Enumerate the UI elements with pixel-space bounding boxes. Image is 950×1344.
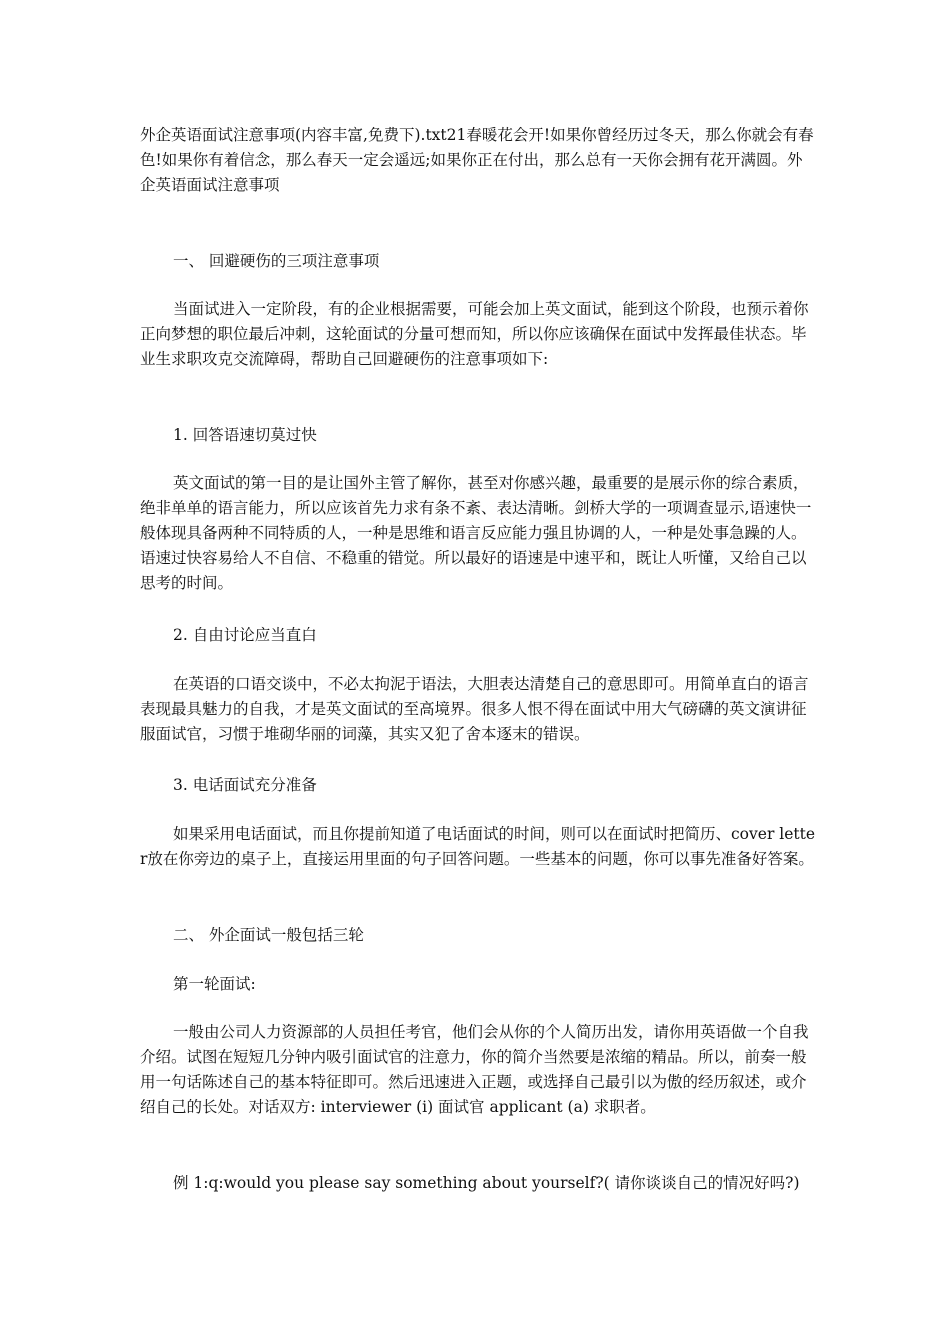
- item-2-paragraph: 在英语的口语交谈中，不必太拘泥于语法，大胆表达清楚自己的意思即可。用简单直白的语言表现最具魅力的自我，才是英文面试的至高境界。很多人恨不得在面试中用大气磅礴的英文演讲征服面试官，习惯于堆砌华丽的词藻，其实又犯了舍本逐末的错误。: [140, 675, 809, 743]
- item-heading-2: 2. 自由讨论应当直白: [173, 626, 317, 644]
- item-1-paragraph: 英文面试的第一目的是让国外主管了解你，甚至对你感兴趣，最重要的是展示你的综合素质，绝非单单的语言能力，所以应该首先力求有条不紊、表达清晰。剑桥大学的一项调查显示,语速快一般体现具备两种不同特质的人，一种是思维和语言反应能力强且协调的人，一种是处事急躁的人。语速过快容易给人不自信、不稳重的错觉。所以最好的语速是中速平和，既让人听懂，又给自己以思考的时间。: [140, 474, 812, 592]
- round-1-paragraph: 一般由公司人力资源部的人员担任考官，他们会从你的个人简历出发，请你用英语做一个自我介绍。试图在短短几分钟内吸引面试官的注意力，你的简介当然要是浓缩的精品。所以，前奏一般用一句话陈述自己的基本特征即可。然后迅速进入正题，或选择自己最引以为傲的经历叙述，或介绍自己的长处。对话双方: interviewer (i) 面试官 applicant (a) 求职者。: [140, 1023, 809, 1116]
- section-heading-1: 一、 回避硬伤的三项注意事项: [173, 252, 380, 270]
- item-heading-1: 1. 回答语速切莫过快: [173, 426, 317, 444]
- section-heading-2: 二、 外企面试一般包括三轮: [173, 926, 364, 944]
- round-1-heading: 第一轮面试:: [173, 975, 256, 993]
- item-3-paragraph: 如果采用电话面试，而且你提前知道了电话面试的时间，则可以在面试时把简历、cover letter放在你旁边的桌子上，直接运用里面的句子回答问题。一些基本的问题，你可以事先准备好答案。: [140, 825, 816, 868]
- intro-paragraph: 外企英语面试注意事项(内容丰富,免费下).txt21春暖花会开!如果你曾经历过冬天，那么你就会有春色!如果你有着信念，那么春天一定会遥远;如果你正在付出，那么总有一天你会拥有花开满圆。外企英语面试注意事项: [140, 126, 814, 194]
- item-heading-3: 3. 电话面试充分准备: [173, 776, 317, 794]
- example-1: 例 1:q:would you please say something about yourself?( 请你谈谈自己的情况好吗?): [173, 1174, 800, 1192]
- section-1-intro-paragraph: 当面试进入一定阶段，有的企业根据需要，可能会加上英文面试，能到这个阶段，也预示着你正向梦想的职位最后冲刺，这轮面试的分量可想而知，所以你应该确保在面试中发挥最佳状态。毕业生求职攻克交流障碍，帮助自己回避硬伤的注意事项如下:: [140, 300, 809, 368]
